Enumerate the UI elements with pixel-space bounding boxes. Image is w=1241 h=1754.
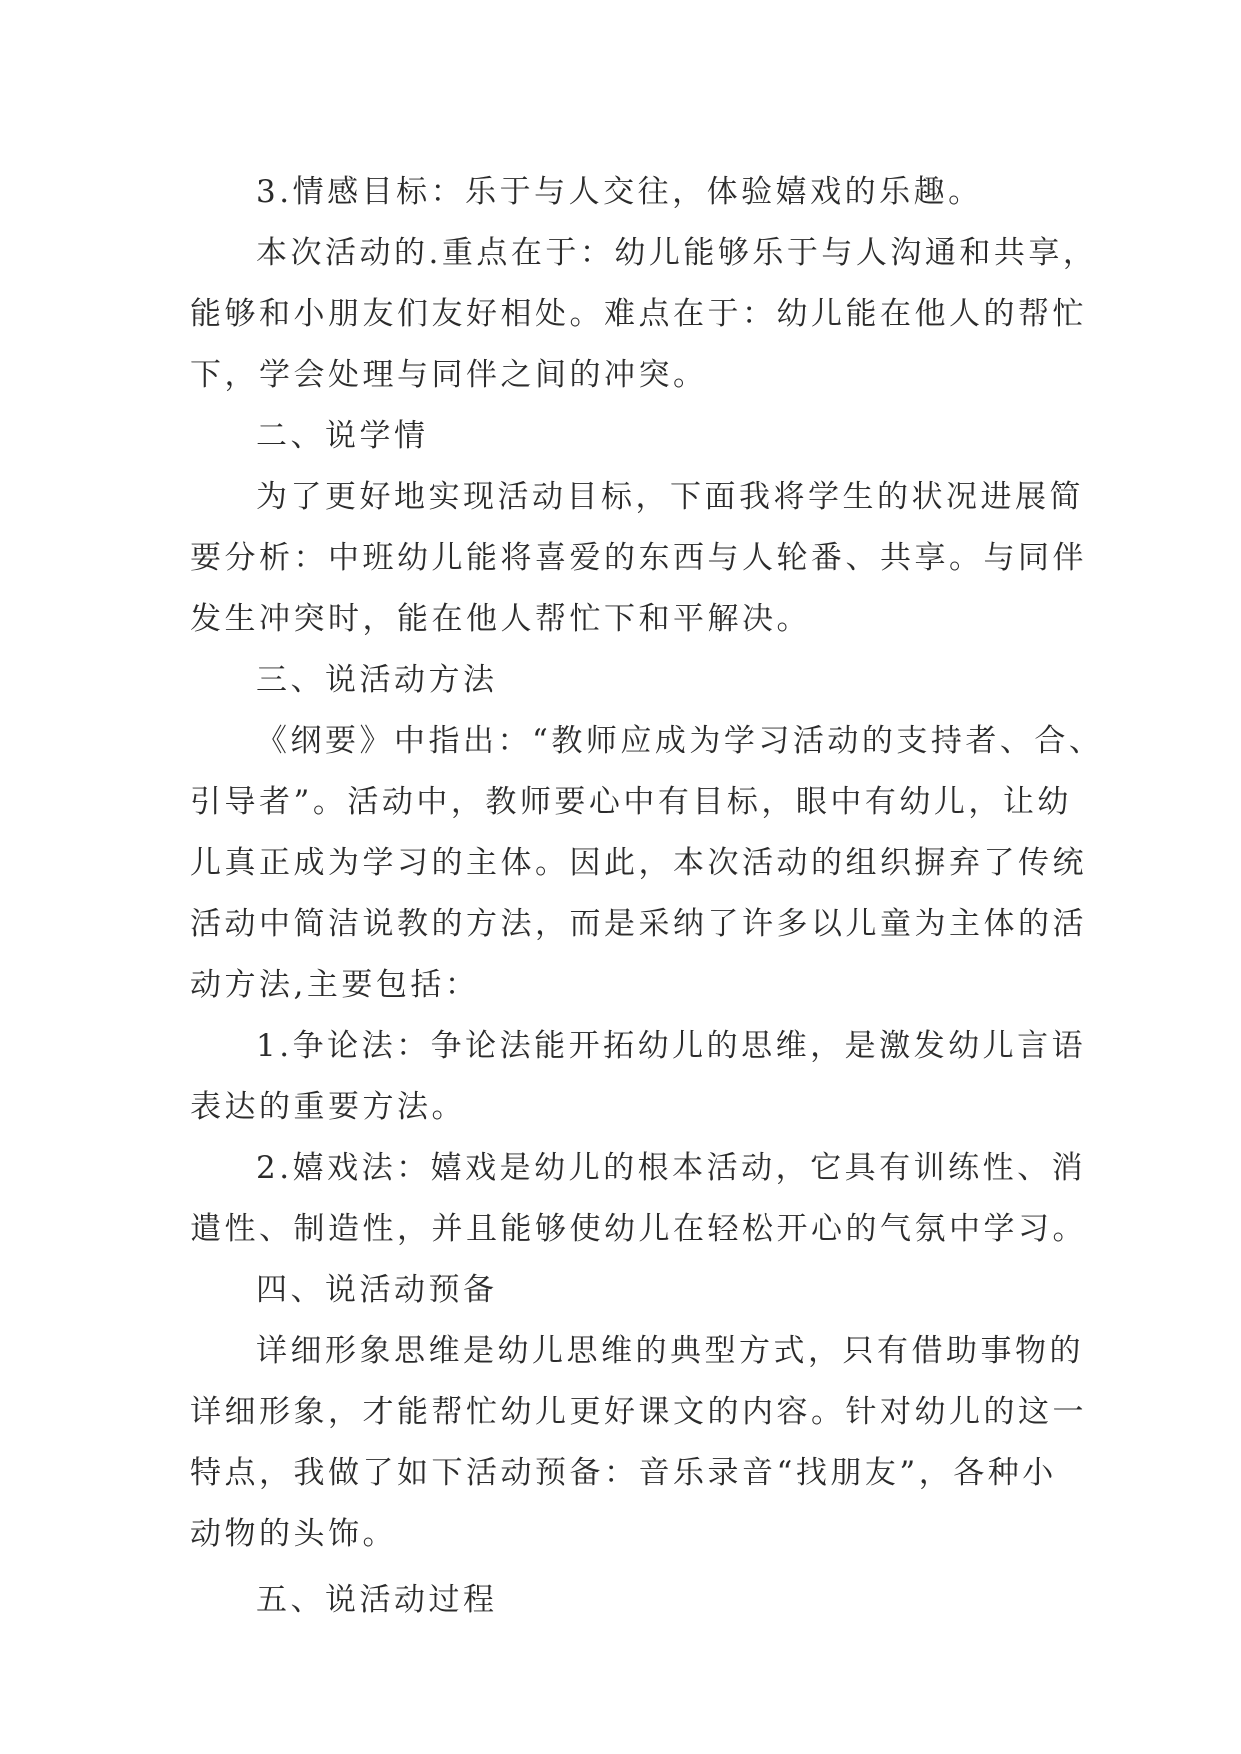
paragraph-emotion-goal: 3.情感目标：乐于与人交往，体验嬉戏的乐趣。 xyxy=(256,174,983,210)
paragraph-debate-method-line-1: 1.争论法：争论法能开拓幼儿的思维，是激发幼儿言语 xyxy=(256,1028,1087,1064)
heading-activity-preparation: 四、说活动预备 xyxy=(256,1272,498,1308)
paragraph-preparation-line-4: 动物的头饰。 xyxy=(190,1516,397,1552)
heading-learning-situation: 二、说学情 xyxy=(256,418,429,454)
paragraph-preparation-line-1: 详细形象思维是幼儿思维的典型方式，只有借助事物的 xyxy=(256,1333,1084,1369)
paragraph-key-points-line-2: 能够和小朋友们友好相处。难点在于：幼儿能在他人的帮忙 xyxy=(190,296,1087,332)
paragraph-game-method-line-2: 遣性、制造性，并且能够使幼儿在轻松开心的气氛中学习。 xyxy=(190,1211,1087,1247)
paragraph-key-points-line-1: 本次活动的.重点在于：幼儿能够乐于与人沟通和共享， xyxy=(256,235,1098,271)
paragraph-methods-line-2: 引导者”。活动中，教师要心中有目标，眼中有幼儿，让幼 xyxy=(190,784,1072,820)
paragraph-key-points-line-3: 下，学会处理与同伴之间的冲突。 xyxy=(190,357,708,393)
paragraph-methods-line-5: 动方法,主要包括： xyxy=(190,967,480,1003)
paragraph-debate-method-line-2: 表达的重要方法。 xyxy=(190,1089,466,1125)
heading-activity-methods: 三、说活动方法 xyxy=(256,662,498,698)
paragraph-preparation-line-2: 详细形象，才能帮忙幼儿更好课文的内容。针对幼儿的这一 xyxy=(190,1394,1087,1430)
paragraph-methods-line-3: 儿真正成为学习的主体。因此，本次活动的组织摒弃了传统 xyxy=(190,845,1087,881)
paragraph-learning-line-1: 为了更好地实现活动目标，下面我将学生的状况进展简 xyxy=(256,479,1084,515)
heading-activity-process: 五、说活动过程 xyxy=(256,1582,498,1618)
paragraph-methods-line-4: 活动中简洁说教的方法，而是采纳了许多以儿童为主体的活 xyxy=(190,906,1087,942)
paragraph-learning-line-3: 发生冲突时，能在他人帮忙下和平解决。 xyxy=(190,601,811,637)
document-body xyxy=(190,162,1104,1631)
paragraph-methods-line-1: 《纲要》中指出：“教师应成为学习活动的支持者、合、 xyxy=(256,723,1104,759)
paragraph-game-method-line-1: 2.嬉戏法：嬉戏是幼儿的根本活动，它具有训练性、消 xyxy=(256,1150,1087,1186)
paragraph-learning-line-2: 要分析：中班幼儿能将喜爱的东西与人轮番、共享。与同伴 xyxy=(190,540,1087,576)
paragraph-preparation-line-3: 特点，我做了如下活动预备：音乐录音“找朋友”，各种小 xyxy=(190,1455,1057,1491)
